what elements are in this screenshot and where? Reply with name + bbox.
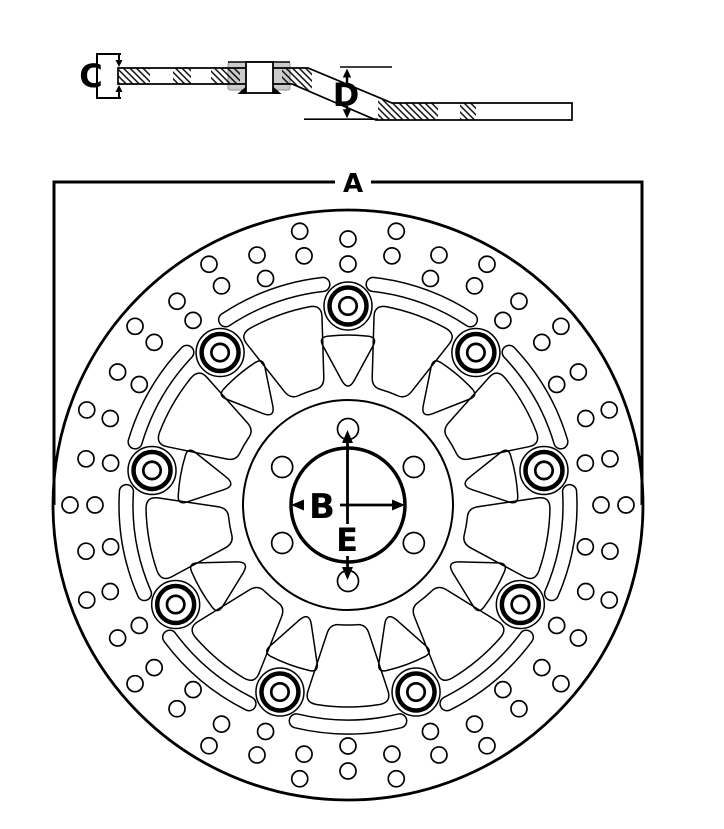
ring-hole xyxy=(602,543,618,559)
carrier-window xyxy=(445,373,538,459)
float-slot xyxy=(366,277,477,326)
ring-hole xyxy=(384,248,400,264)
ring-hole xyxy=(467,278,483,294)
ring-hole xyxy=(593,497,609,513)
ring-hole xyxy=(340,738,356,754)
arrowhead-left xyxy=(291,500,304,511)
ring-hole xyxy=(511,701,527,717)
ring-hole xyxy=(249,247,265,263)
ring-hole xyxy=(201,256,217,272)
dimension-label-d: D xyxy=(332,76,360,114)
ring-hole xyxy=(110,364,126,380)
arrowhead-right xyxy=(392,500,405,511)
ring-hole xyxy=(479,256,495,272)
ring-hole xyxy=(511,293,527,309)
ring-hole xyxy=(87,497,103,513)
ring-hole xyxy=(102,584,118,600)
float-slot xyxy=(163,630,256,710)
ring-hole xyxy=(553,676,569,692)
dimension-label-b: B xyxy=(309,487,335,527)
ring-hole xyxy=(388,771,404,787)
carrier-window xyxy=(158,373,251,459)
ring-hole xyxy=(249,747,265,763)
ring-hole xyxy=(127,676,143,692)
ring-hole xyxy=(570,630,586,646)
rivet-center xyxy=(535,462,552,479)
ring-hole xyxy=(549,377,565,393)
ring-hole xyxy=(340,256,356,272)
carrier-window xyxy=(372,306,452,396)
ring-hole xyxy=(185,682,201,698)
ring-hole xyxy=(578,410,594,426)
ring-hole xyxy=(62,497,78,513)
ring-hole xyxy=(422,271,438,287)
ring-hole xyxy=(102,410,118,426)
arrowhead-up xyxy=(116,85,123,92)
carrier-window xyxy=(464,498,550,579)
ring-hole xyxy=(79,402,95,418)
ring-hole xyxy=(340,231,356,247)
rivet-center xyxy=(339,297,356,314)
carrier-triangle xyxy=(379,617,430,671)
ring-hole xyxy=(214,278,230,294)
ring-hole xyxy=(78,451,94,467)
rivet-center xyxy=(211,344,228,361)
float-slot xyxy=(289,714,406,734)
ring-hole xyxy=(549,618,565,634)
ring-hole xyxy=(577,455,593,471)
arrowhead-up xyxy=(342,430,353,443)
ring-hole xyxy=(578,584,594,600)
ring-hole xyxy=(201,738,217,754)
rivet xyxy=(261,674,298,711)
float-slot xyxy=(440,630,533,710)
float-slot xyxy=(219,277,330,326)
dimension-label-e: E xyxy=(336,521,358,559)
ring-hole xyxy=(495,682,511,698)
ring-hole xyxy=(570,364,586,380)
carrier-window xyxy=(146,498,232,579)
ring-hole xyxy=(103,539,119,555)
rivet xyxy=(502,586,539,623)
ring-hole xyxy=(296,248,312,264)
bolt-hole xyxy=(272,457,293,478)
rivet xyxy=(202,334,239,371)
ring-hole xyxy=(534,660,550,676)
rivet-pin xyxy=(246,62,273,93)
ring-hole xyxy=(431,247,447,263)
arrowhead-down xyxy=(116,60,123,67)
hatch-segment xyxy=(173,64,191,106)
rivet xyxy=(457,334,494,371)
bolt-hole xyxy=(403,457,424,478)
ring-hole xyxy=(127,318,143,334)
ring-hole xyxy=(601,402,617,418)
ring-hole xyxy=(79,592,95,608)
ring-hole xyxy=(169,701,185,717)
ring-hole xyxy=(534,334,550,350)
dimension-label-c: C xyxy=(79,57,103,95)
ring-hole xyxy=(185,312,201,328)
ring-hole xyxy=(214,716,230,732)
ring-hole xyxy=(78,543,94,559)
bolt-hole xyxy=(403,533,424,554)
ring-hole xyxy=(169,293,185,309)
ring-hole xyxy=(384,746,400,762)
ring-hole xyxy=(131,618,147,634)
ring-hole xyxy=(388,223,404,239)
ring-hole xyxy=(292,771,308,787)
ring-hole xyxy=(258,723,274,739)
ring-hole xyxy=(431,747,447,763)
ring-hole xyxy=(340,763,356,779)
ring-hole xyxy=(479,738,495,754)
rivet xyxy=(330,288,367,325)
arrowhead-down xyxy=(342,567,353,580)
ring-hole xyxy=(577,539,593,555)
hatch-segment xyxy=(118,64,150,106)
rivet-center xyxy=(467,344,484,361)
rivet xyxy=(157,586,194,623)
ring-hole xyxy=(553,318,569,334)
float-slot xyxy=(502,345,568,448)
carrier-window xyxy=(244,306,324,396)
rivet xyxy=(398,674,435,711)
ring-hole xyxy=(146,660,162,676)
rivet xyxy=(525,452,562,489)
ring-hole xyxy=(602,451,618,467)
carrier-triangle xyxy=(267,617,318,671)
ring-hole xyxy=(601,592,617,608)
rivet-center xyxy=(143,462,160,479)
ring-hole xyxy=(467,716,483,732)
dimension-labels xyxy=(79,57,371,559)
carrier-triangle xyxy=(321,335,374,386)
rivet xyxy=(134,452,171,489)
ring-hole xyxy=(495,312,511,328)
ring-hole xyxy=(258,271,274,287)
rivet-center xyxy=(167,596,184,613)
rivet-center xyxy=(512,596,529,613)
rivet-center xyxy=(271,683,288,700)
ring-hole xyxy=(131,377,147,393)
ring-hole xyxy=(103,455,119,471)
ring-hole xyxy=(422,723,438,739)
carrier-window xyxy=(307,625,389,707)
dimension-label-a: A xyxy=(342,169,364,199)
ring-hole xyxy=(146,334,162,350)
ring-hole xyxy=(618,497,634,513)
ring-hole xyxy=(296,746,312,762)
bolt-hole xyxy=(272,533,293,554)
rivet-center xyxy=(407,683,424,700)
float-slot xyxy=(128,345,194,448)
ring-hole xyxy=(110,630,126,646)
ring-hole xyxy=(292,223,308,239)
